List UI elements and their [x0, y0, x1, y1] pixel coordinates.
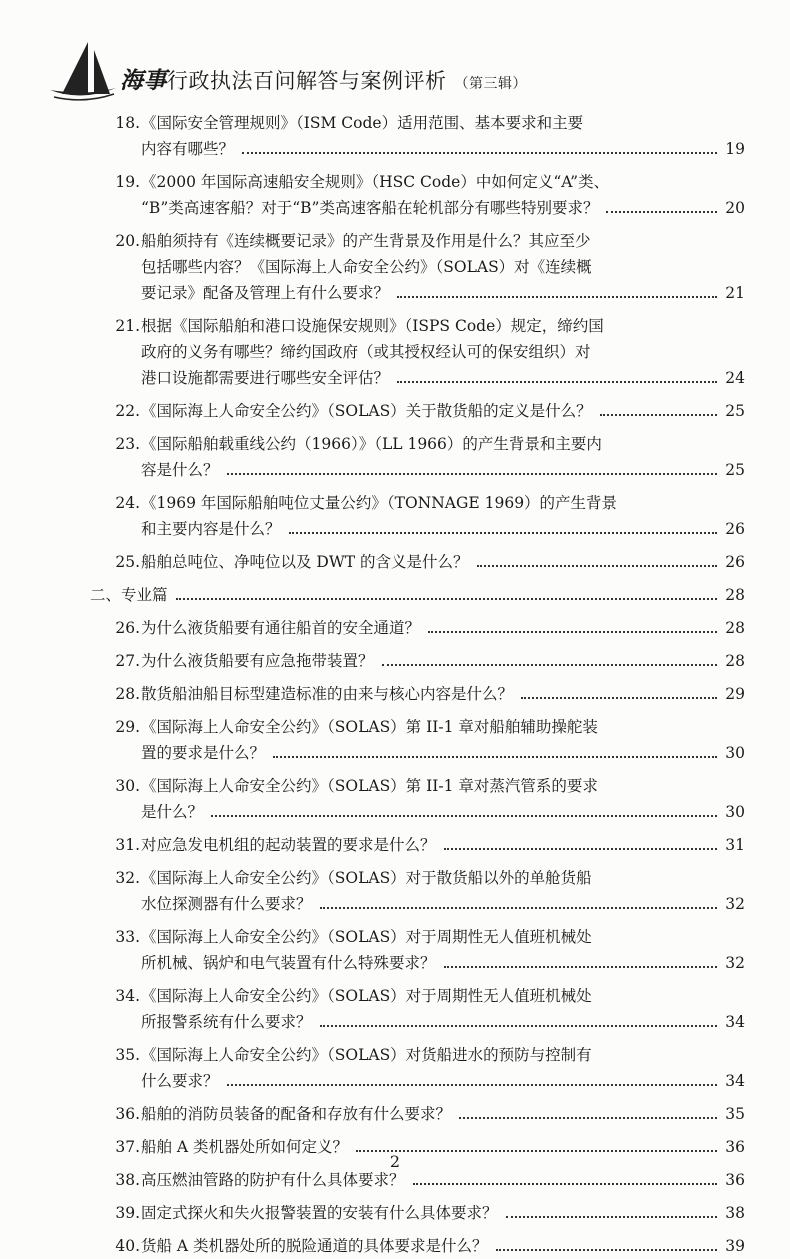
page-ref: 36 — [725, 1138, 745, 1156]
entry-text: 《国际海上人命安全公约》（SOLAS）对货船进水的预防与控制有 — [141, 1046, 592, 1064]
entry-text: 固定式探火和失火报警装置的安装有什么具体要求？ — [141, 1204, 498, 1222]
page-ref: 24 — [725, 369, 745, 387]
toc-entry[interactable] — [90, 924, 745, 976]
entry-number: 20. — [115, 232, 140, 250]
page-ref: 31 — [725, 836, 745, 854]
entry-text: 置的要求是什么？ — [141, 744, 266, 762]
dot-leader — [176, 598, 717, 600]
page-ref: 38 — [725, 1204, 745, 1222]
entry-spacer — [90, 641, 745, 648]
entry-text: 《1969 年国际船舶吨位丈量公约》（TONNAGE 1969）的产生背景 — [141, 494, 618, 512]
toc-entry[interactable] — [90, 648, 745, 674]
entry-text: 《2000 年国际高速船安全规则》（HSC Code）中如何定义“A”类、 — [141, 173, 610, 191]
toc-line — [90, 195, 745, 221]
toc-line — [90, 1009, 745, 1035]
dot-leader — [444, 848, 717, 850]
toc-entry[interactable] — [90, 865, 745, 917]
entry-text: 对应急发电机组的起动装置的要求是什么？ — [141, 836, 436, 854]
toc-line — [90, 714, 745, 740]
toc-line — [90, 110, 745, 136]
entry-text: 水位探测器有什么要求？ — [141, 895, 312, 913]
dot-leader — [242, 152, 717, 154]
table-of-contents — [90, 110, 745, 1259]
entry-spacer — [90, 1127, 745, 1134]
dot-leader — [477, 565, 717, 567]
entry-text: “B”类高速客船？对于“B”类高速客船在轮机部分有哪些特别要求？ — [141, 199, 599, 217]
entry-number: 21. — [115, 317, 140, 335]
toc-line — [90, 648, 745, 674]
toc-entry[interactable] — [90, 431, 745, 483]
toc-line — [90, 799, 745, 825]
entry-number: 26. — [115, 619, 140, 637]
toc-line — [90, 832, 745, 858]
toc-line — [90, 924, 745, 950]
entry-text: 所机械、锅炉和电气装置有什么特殊要求？ — [141, 954, 436, 972]
toc-entry[interactable] — [90, 773, 745, 825]
page-ref: 36 — [725, 1171, 745, 1189]
page-ref: 29 — [725, 685, 745, 703]
entry-text: 为什么液货船要有通往船首的安全通道？ — [141, 619, 421, 637]
entry-spacer — [90, 575, 745, 582]
entry-text: 是什么？ — [141, 803, 204, 821]
page-ref: 32 — [725, 895, 745, 913]
dot-leader — [600, 414, 717, 416]
entry-spacer — [90, 674, 745, 681]
entry-text: 港口设施都需要进行哪些安全评估？ — [141, 369, 390, 387]
toc-line — [90, 582, 745, 608]
entry-text: 货船 A 类机器处所的脱险通道的具体要求是什么？ — [141, 1237, 488, 1255]
entry-text: 和主要内容是什么？ — [141, 520, 281, 538]
entry-spacer — [90, 1193, 745, 1200]
entry-text: 《国际海上人命安全公约》（SOLAS）对于散货船以外的单舱货船 — [141, 869, 592, 887]
entry-text: 《国际海上人命安全公约》（SOLAS）对于周期性无人值班机械处 — [141, 928, 592, 946]
page-ref: 20 — [725, 199, 745, 217]
toc-entry[interactable] — [90, 1233, 745, 1259]
entry-number: 40. — [115, 1237, 140, 1255]
dot-leader — [397, 296, 717, 298]
entry-number: 31. — [115, 836, 140, 854]
dot-leader — [211, 815, 717, 817]
entry-spacer — [90, 1035, 745, 1042]
entry-text: 《国际海上人命安全公约》（SOLAS）对于周期性无人值班机械处 — [141, 987, 592, 1005]
toc-entry[interactable] — [90, 169, 745, 221]
toc-entry[interactable] — [90, 714, 745, 766]
toc-line — [90, 136, 745, 162]
toc-line — [90, 1101, 745, 1127]
dot-leader — [227, 1084, 717, 1086]
toc-line — [90, 228, 745, 254]
dot-leader — [289, 532, 717, 534]
entry-text: 《国际海上人命安全公约》（SOLAS）关于散货船的定义是什么？ — [141, 402, 592, 420]
toc-line — [90, 339, 745, 365]
toc-entry[interactable] — [90, 549, 745, 575]
page-ref: 34 — [725, 1072, 745, 1090]
entry-spacer — [90, 917, 745, 924]
toc-line — [90, 1200, 745, 1226]
toc-entry[interactable] — [90, 398, 745, 424]
page-ref: 21 — [725, 284, 745, 302]
entry-spacer — [90, 858, 745, 865]
toc-line — [90, 490, 745, 516]
page-ref: 30 — [725, 803, 745, 821]
dot-leader — [428, 631, 717, 633]
entry-number: 33. — [115, 928, 140, 946]
toc-line — [90, 891, 745, 917]
toc-entry[interactable] — [90, 1101, 745, 1127]
page-ref: 34 — [725, 1013, 745, 1031]
toc-line — [90, 1233, 745, 1259]
entry-text: 《国际海上人命安全公约》（SOLAS）第 II-1 章对船舶辅助操舵装 — [141, 718, 598, 736]
dot-leader — [606, 211, 717, 213]
page-ref: 25 — [725, 461, 745, 479]
page-ref: 28 — [725, 619, 745, 637]
entry-number: 39. — [115, 1204, 140, 1222]
entry-text: 容是什么？ — [141, 461, 219, 479]
entry-number: 37. — [115, 1138, 140, 1156]
entry-number: 30. — [115, 777, 140, 795]
toc-section-heading[interactable] — [90, 582, 745, 608]
entry-spacer — [90, 1226, 745, 1233]
dot-leader — [227, 473, 717, 475]
entry-text: 内容有哪些？ — [141, 140, 235, 158]
entry-text: 所报警系统有什么要求？ — [141, 1013, 312, 1031]
page-ref: 30 — [725, 744, 745, 762]
toc-line — [90, 398, 745, 424]
toc-entry[interactable] — [90, 490, 745, 542]
entry-number: 22. — [115, 402, 140, 420]
toc-line — [90, 280, 745, 306]
dot-leader — [382, 664, 717, 666]
page-ref: 26 — [725, 520, 745, 538]
dot-leader — [521, 697, 717, 699]
toc-entry[interactable] — [90, 681, 745, 707]
page-ref: 32 — [725, 954, 745, 972]
entry-spacer — [90, 221, 745, 228]
dot-leader — [397, 381, 717, 383]
dot-leader — [444, 966, 717, 968]
entry-spacer — [90, 483, 745, 490]
page-number: 2 — [389, 1152, 401, 1171]
toc-line — [90, 1068, 745, 1094]
entry-spacer — [90, 391, 745, 398]
page-ref: 35 — [725, 1105, 745, 1123]
entry-text: 船舶须持有《连续概要记录》的产生背景及作用是什么？其应至少 — [141, 232, 591, 250]
page-ref: 26 — [725, 553, 745, 571]
entry-spacer — [90, 1094, 745, 1101]
toc-line — [90, 516, 745, 542]
toc-line — [90, 681, 745, 707]
entry-number: 28. — [115, 685, 140, 703]
entry-number: 36. — [115, 1105, 140, 1123]
toc-line — [90, 865, 745, 891]
entry-text: 政府的义务有哪些？缔约国政府（或其授权经认可的保安组织）对 — [141, 343, 591, 361]
entry-text: 船舶总吨位、净吨位以及 DWT 的含义是什么？ — [141, 553, 469, 571]
entry-number: 35. — [115, 1046, 140, 1064]
book-title-main: 行政执法百问解答与案例评析 — [167, 69, 447, 93]
page-ref: 39 — [725, 1237, 745, 1255]
entry-number: 27. — [115, 652, 140, 670]
dot-leader — [320, 907, 717, 909]
sailboat-logo-icon — [48, 40, 118, 102]
entry-text: 要记录》配备及管理上有什么要求？ — [141, 284, 390, 302]
entry-text: 什么要求？ — [141, 1072, 219, 1090]
dot-leader — [413, 1183, 717, 1185]
page-ref: 25 — [725, 402, 745, 420]
toc-line — [90, 983, 745, 1009]
page-ref: 28 — [725, 586, 745, 604]
toc-entry[interactable] — [90, 313, 745, 391]
entry-number: 32. — [115, 869, 140, 887]
entry-text: 《国际安全管理规则》（ISM Code）适用范围、基本要求和主要 — [141, 114, 584, 132]
entry-number: 34. — [115, 987, 140, 1005]
toc-entry[interactable] — [90, 1042, 745, 1094]
toc-line — [90, 431, 745, 457]
toc-line — [90, 169, 745, 195]
entry-text: 包括哪些内容？《国际海上人命安全公约》（SOLAS）对《连续概 — [141, 258, 592, 276]
toc-line — [90, 549, 745, 575]
toc-line — [90, 773, 745, 799]
dot-leader — [273, 756, 717, 758]
book-title-highlight: 海事 — [120, 68, 167, 94]
toc-line — [90, 254, 745, 280]
entry-number: 25. — [115, 553, 140, 571]
toc-entry[interactable] — [90, 832, 745, 858]
toc-entry[interactable] — [90, 228, 745, 306]
book-volume: （第三辑） — [454, 76, 527, 92]
entry-number: 29. — [115, 718, 140, 736]
toc-line — [90, 1042, 745, 1068]
entry-text: 船舶的消防员装备的配备和存放有什么要求？ — [141, 1105, 452, 1123]
entry-text: 《国际船舶载重线公约（1966）》（LL 1966）的产生背景和主要内 — [141, 435, 602, 453]
toc-line — [90, 457, 745, 483]
entry-number: 38. — [115, 1171, 140, 1189]
entry-spacer — [90, 306, 745, 313]
toc-line — [90, 615, 745, 641]
dot-leader — [506, 1216, 717, 1218]
toc-entry[interactable] — [90, 1200, 745, 1226]
entry-number: 24. — [115, 494, 140, 512]
toc-line — [90, 740, 745, 766]
entry-text: 高压燃油管路的防护有什么具体要求？ — [141, 1171, 405, 1189]
dot-leader — [459, 1117, 717, 1119]
entry-text: 船舶 A 类机器处所如何定义？ — [141, 1138, 349, 1156]
toc-line — [90, 950, 745, 976]
entry-number: 23. — [115, 435, 140, 453]
entry-text: 根据《国际船舶和港口设施保安规则》（ISPS Code）规定，缔约国 — [141, 317, 604, 335]
page-ref: 19 — [725, 140, 745, 158]
entry-spacer — [90, 162, 745, 169]
entry-spacer — [90, 542, 745, 549]
toc-entry[interactable] — [90, 615, 745, 641]
running-header — [48, 40, 768, 110]
entry-spacer — [90, 766, 745, 773]
dot-leader — [320, 1025, 717, 1027]
toc-line — [90, 365, 745, 391]
entry-text: 散货船油船目标型建造标准的由来与核心内容是什么？ — [141, 685, 514, 703]
book-title — [120, 62, 527, 95]
entry-number: 19. — [115, 173, 140, 191]
entry-spacer — [90, 424, 745, 431]
entry-spacer — [90, 608, 745, 615]
entry-spacer — [90, 976, 745, 983]
entry-spacer — [90, 825, 745, 832]
entry-text: 《国际海上人命安全公约》（SOLAS）第 II-1 章对蒸汽管系的要求 — [141, 777, 598, 795]
toc-entry[interactable] — [90, 110, 745, 162]
entry-text: 为什么液货船要有应急拖带装置？ — [141, 652, 374, 670]
page-ref: 28 — [725, 652, 745, 670]
entry-spacer — [90, 707, 745, 714]
dot-leader — [496, 1249, 717, 1251]
entry-number: 18. — [115, 114, 140, 132]
section-title: 二、专业篇 — [90, 586, 168, 604]
toc-line — [90, 313, 745, 339]
toc-entry[interactable] — [90, 983, 745, 1035]
